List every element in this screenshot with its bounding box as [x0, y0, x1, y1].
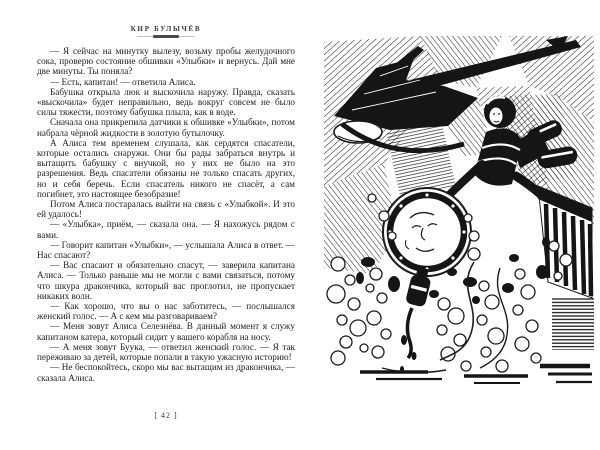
paragraph: — Вас спасают и обязательно спасут, — заверила капитана Алиса. — Только раньше мы не могли с вами связаться, потому что шкура дракончика, который вас проглотил, не пропускает никаких волн. [37, 260, 295, 301]
paragraph: — Как хорошо, что вы о нас заботитесь, — послышался женский голос. — А с кем мы разговариваем? [37, 301, 295, 322]
header-rule [137, 35, 195, 38]
paragraph: — Не беспокойтесь, скоро мы вас вытащим из дракончика, — сказала Алиса. [37, 362, 295, 383]
porthole-helmet [383, 188, 471, 276]
body-text [37, 46, 295, 398]
spacesuit-diver-illustration [324, 36, 594, 398]
bottle [400, 266, 434, 372]
page-number: [ 42 ] [154, 411, 178, 420]
running-header [37, 25, 295, 38]
paragraph: — Говорит капитан «Улыбки», — услышала Алиса в ответ. — Нас спасают? [37, 239, 295, 261]
running-header-title: КИР БУЛЫЧЁВ [130, 25, 202, 33]
paragraph: Сначала она прикрепила датчики к обшивке «Улыбки», потом набрала чёрной жидкости в золотую бутылочку. [37, 117, 295, 138]
paragraph: — Меня зовут Алиса Селезнёва. В данный момент я служу капитаном катера, который сидит у вашего корабля на носу. [37, 321, 295, 342]
paragraph: Потом Алиса постаралась выйти на связь с «Улыбкой». И это ей удалось! [37, 199, 295, 220]
paragraph: — «Улыбка», приём, — сказала она. — Я нахожусь рядом с вами. [37, 219, 295, 240]
paragraph: — Я сейчас на минутку вылезу, возьму пробы желудочного сока, проверю состояние обшивки «Улыбки» и вернусь. Дай мне две минуты. Ты поняла? [37, 46, 295, 77]
paragraph: — А меня зовут Буука, — ответил женский голос. — Я так переживаю за детей, которые попали в такую ужасную историю! [37, 341, 295, 363]
paragraph: А Алиса тем временем слушала, как сердятся спасатели, которые остались снаружи. Они бы рады забраться внутрь и вытащить бабушку с внучкой, но у них не было на это разрешения. Ведь спасатели обязаны не только спасать других, но и себя беречь. Если спасатель никого не спасёт, а сам погибнет, это настоящее безобразие! [37, 137, 295, 199]
paragraph: — Есть, капитан! — ответила Алиса. [50, 76, 196, 87]
right-page [324, 36, 594, 398]
bottom-strokes [360, 366, 592, 383]
left-page [37, 25, 295, 445]
paragraph: Бабушка открыла люк и выскочила наружу. Правда, сказать «выскочила» будет неправильно, ведь вокруг совсем не было силы тяжести, поэтому бабушка плыла, как в воде. [37, 86, 295, 118]
